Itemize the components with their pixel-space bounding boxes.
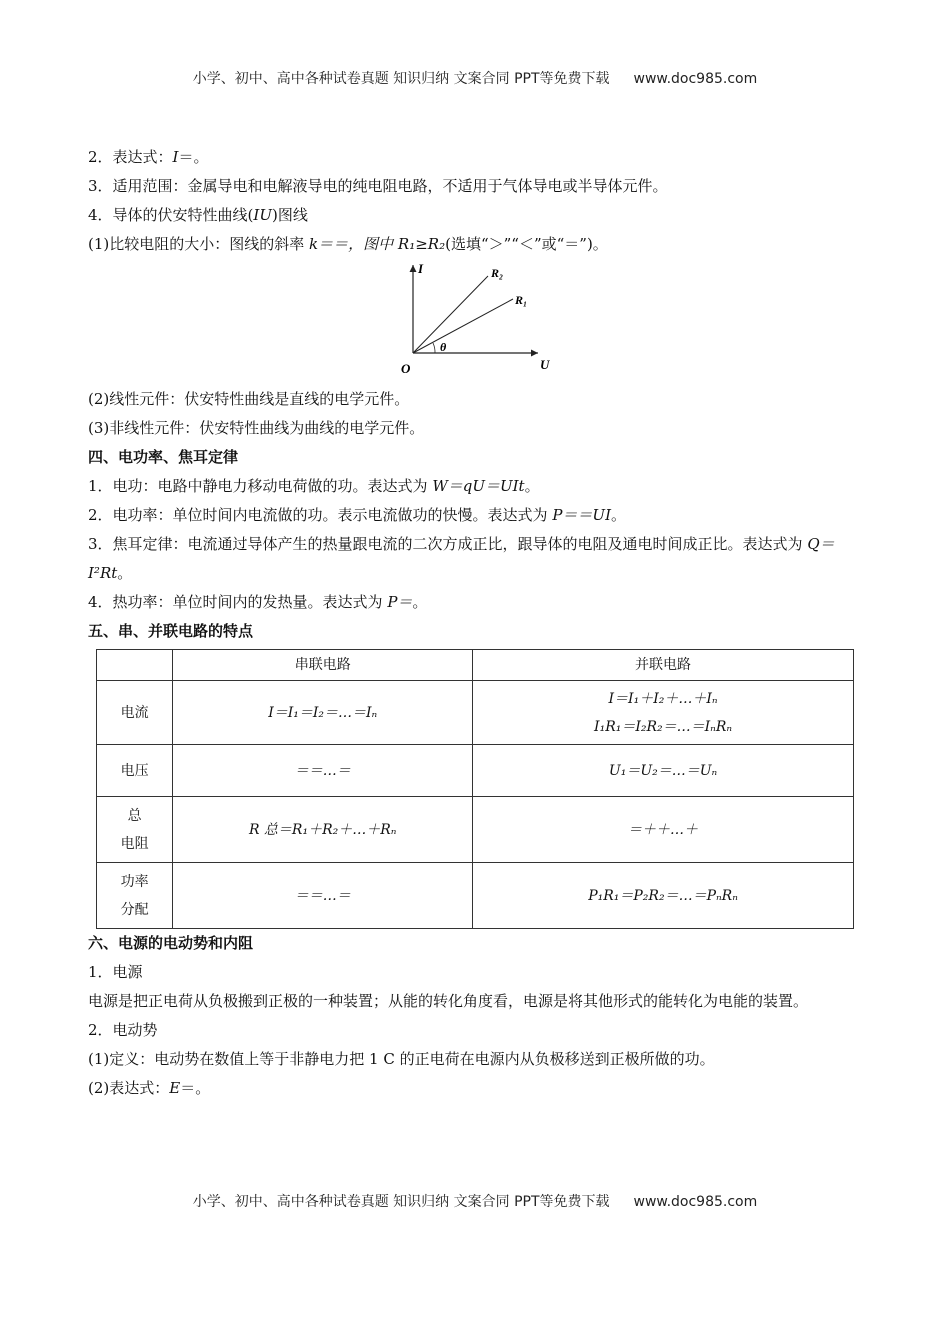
table-header-cell (97, 650, 173, 681)
table-row (97, 863, 854, 929)
document-body (88, 143, 866, 1103)
iu-curve-title: 4．导体的伏安特性曲线(IU)图线 (88, 206, 308, 224)
table-row (97, 745, 854, 797)
table-row (97, 797, 854, 863)
emf-expression: (2)表达式：E＝。 (88, 1079, 211, 1097)
series-cell: R 总＝R₁＋R₂＋…＋Rₙ (173, 797, 473, 863)
series-cell: ＝＝…＝ (173, 745, 473, 797)
label-r1: R₁ (515, 293, 528, 307)
emf-definition: (1)定义：电动势在数值上等于非静电力把 1 C 的正电荷在电源内从负极移送到正极所做的功。 (88, 1050, 715, 1068)
heat-power-line: 4．热功率：单位时间内的发热量。表达式为 P＝。 (88, 593, 428, 611)
emf-title: 2．电动势 (88, 1021, 158, 1039)
compare-resistance-line: (1)比较电阻的大小：图线的斜率 k＝＝，图中 R₁≥R₂(选填“＞”“＜”或“＝”)。 (88, 235, 608, 253)
r2-line (413, 276, 488, 353)
series-cell: I＝I₁＝I₂＝…＝Iₙ (173, 681, 473, 745)
linear-element-line: (2)线性元件：伏安特性曲线是直线的电学元件。 (88, 390, 410, 408)
parallel-cell: U₁＝U₂＝…＝Uₙ (473, 745, 854, 797)
parallel-cell: P₁R₁＝P₂R₂＝…＝PₙRₙ (473, 863, 854, 929)
label-u: U (540, 357, 550, 372)
label-i: I (418, 261, 424, 276)
section-title-emf: 六、电源的电动势和内阻 (88, 934, 254, 952)
parallel-cell: ＝＋＋…＋ (473, 797, 854, 863)
iu-graph (398, 261, 558, 385)
scope-line: 3．适用范围：金属导电和电解液导电的纯电阻电路，不适用于气体导电或半导体元件。 (88, 177, 668, 195)
row-label: 总 电阻 (97, 797, 173, 863)
footer-text: 小学、初中、高中各种试卷真题 知识归纳 文案合同 PPT等免费下载 (192, 1194, 610, 1210)
footer-url[interactable]: www.doc985.com (633, 1194, 758, 1210)
section-title-power: 四、电功率、焦耳定律 (88, 448, 239, 466)
power-line: 2．电功率：单位时间内电流做的功。表示电流做功的快慢。表达式为 P＝＝UI。 (88, 506, 627, 524)
table-row (97, 681, 854, 745)
label-origin: O (401, 361, 411, 376)
power-source-title: 1．电源 (88, 963, 143, 981)
work-line: 1．电功：电路中静电力移动电荷做的功。表达式为 W＝qU＝UIt。 (88, 477, 540, 495)
joule-law-para: 3．焦耳定律：电流通过导体产生的热量跟电流的二次方成正比，跟导体的电阻及通电时间成正比。表达式为 Q＝I²Rt。 (88, 535, 835, 582)
header-url[interactable]: www.doc985.com (633, 71, 758, 87)
nonlinear-element-line: (3)非线性元件：伏安特性曲线为曲线的电学元件。 (88, 419, 425, 437)
row-label: 电流 (97, 681, 173, 745)
power-source-para: 电源是把正电荷从负极搬到正极的一种装置；从能的转化角度看，电源是将其他形式的能转化为电能的装置。 (88, 992, 809, 1010)
angle-arc (433, 343, 435, 353)
label-r2: R₂ (491, 266, 504, 280)
page-header (0, 68, 950, 88)
parallel-cell: I＝I₁＋I₂＋…＋Iₙ I₁R₁＝I₂R₂＝…＝IₙRₙ (473, 681, 854, 745)
series-cell: ＝＝…＝ (173, 863, 473, 929)
expression-line: 2．表达式：I＝。 (88, 148, 209, 166)
label-theta: θ (440, 340, 447, 354)
section-title-circuits: 五、串、并联电路的特点 (88, 622, 254, 640)
row-label: 电压 (97, 745, 173, 797)
table-header-row (97, 650, 854, 681)
header-text: 小学、初中、高中各种试卷真题 知识归纳 文案合同 PPT等免费下载 (192, 71, 610, 87)
r1-line (413, 299, 513, 353)
table-header-cell: 串联电路 (173, 650, 473, 681)
iu-graph-figure (88, 259, 866, 385)
row-label: 功率 分配 (97, 863, 173, 929)
page-footer (0, 1191, 950, 1211)
table-header-cell: 并联电路 (473, 650, 854, 681)
circuit-comparison-table (96, 649, 854, 929)
